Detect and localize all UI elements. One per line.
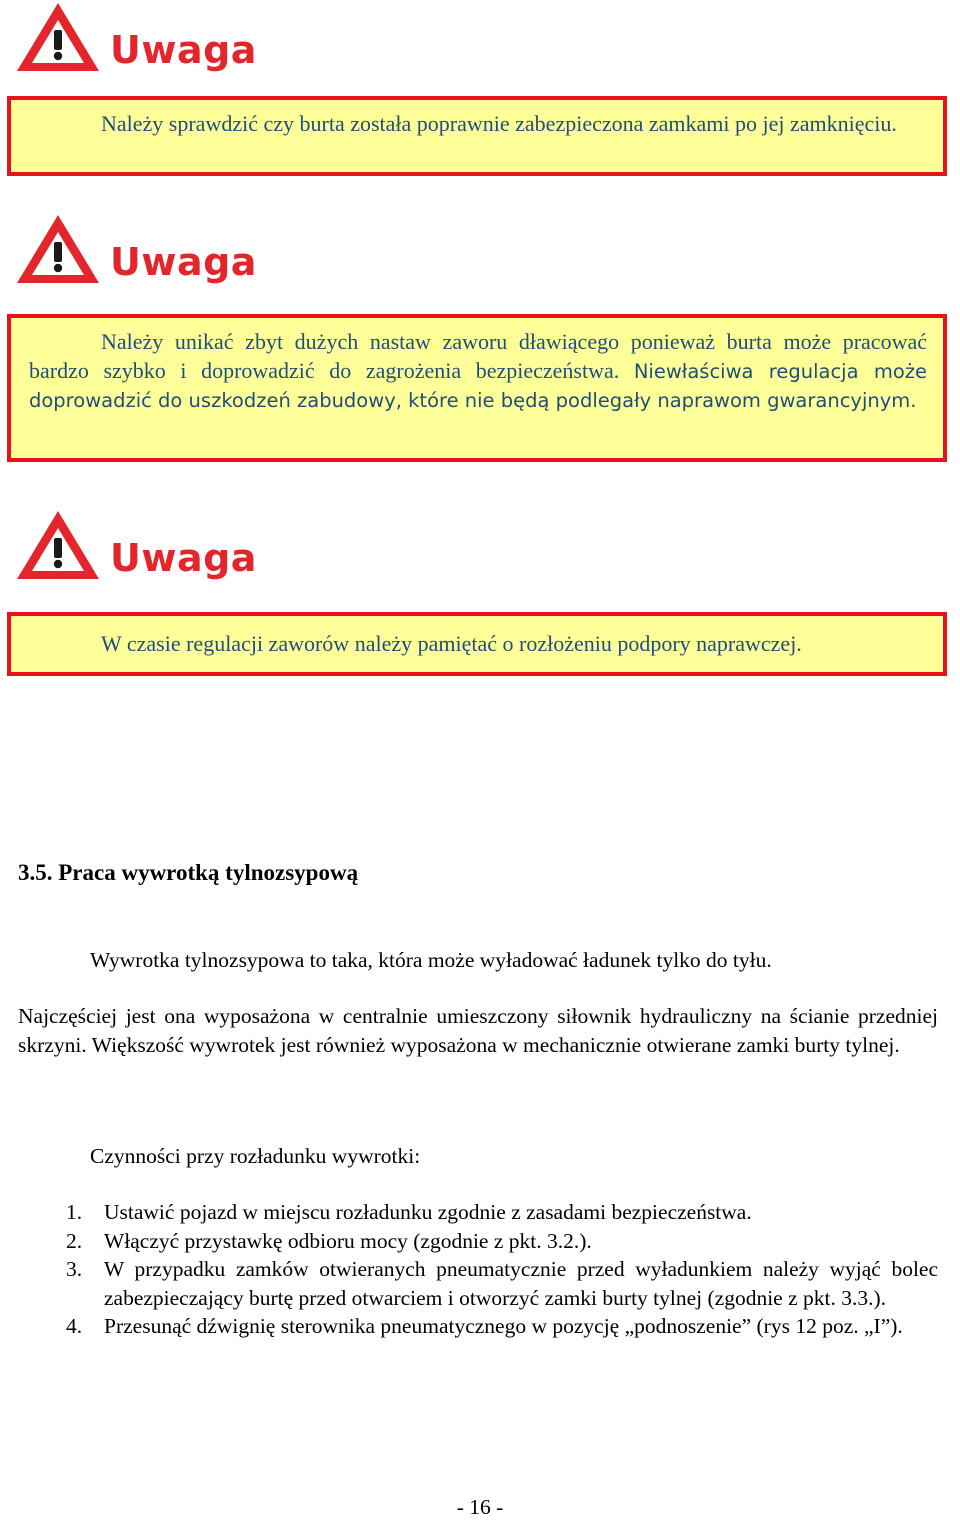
warning-label: Uwaga: [110, 28, 257, 72]
warning-note-text: Należy unikać zbyt dużych nastaw zaworu dławiącego ponieważ burta może pracować bardzo szybko i doprowadzić do zagrożenia bezpieczeństwa. Niewłaściwa regulacja może doprowadzić do uszkodzeń zabudowy, które nie będą podlegały naprawom gwarancyjnym.: [29, 329, 927, 412]
list-item: 3. W przypadku zamków otwieranych pneumatycznie przed wyładunkiem należy wyjąć bolec zabezpieczający burtę przed otwarciem i otworzyć zamki burty tylnej (zgodnie z pkt. 3.3.).: [66, 1257, 938, 1310]
warning-header: [14, 212, 257, 292]
warning-note-text: Należy sprawdzić czy burta została poprawnie zabezpieczona zamkami po jej zamknięciu.: [101, 111, 897, 136]
warning-note-text: W czasie regulacji zaworów należy pamiętać o rozłożeniu podpory naprawczej.: [101, 631, 802, 656]
list-item: 4. Przesunąć dźwignię sterownika pneumatycznego w pozycję „podnoszenie” (rys 12 poz. „I”).: [66, 1314, 903, 1338]
section-intro: Wywrotka tylnozsypowa to taka, która może wyładować ładunek tylko do tyłu.: [90, 948, 772, 972]
section-paragraph: Najczęściej jest ona wyposażona w centralnie umieszczony siłownik hydrauliczny na ścianie przedniej skrzyni. Większość wywrotek jest również wyposażona w mechanicznie otwierane zamki burty tylnej.: [18, 1004, 938, 1057]
page-number: - 16 -: [456, 1495, 504, 1519]
warning-triangle-icon: [14, 508, 102, 582]
warning-note-box: [7, 612, 947, 676]
steps-heading: Czynności przy rozładunku wywrotki:: [90, 1144, 421, 1168]
steps-list: [66, 1198, 938, 1341]
warning-note-box: [7, 96, 947, 176]
warning-triangle-icon: [14, 0, 102, 74]
warning-header: [14, 0, 257, 80]
warning-note-box: [7, 314, 947, 462]
list-item: 1. Ustawić pojazd w miejscu rozładunku zgodnie z zasadami bezpieczeństwa.: [66, 1200, 752, 1224]
warning-label: Uwaga: [110, 536, 257, 580]
warning-triangle-icon: [14, 212, 102, 286]
section-heading: 3.5. Praca wywrotką tylnozsypową: [18, 860, 359, 885]
warning-label: Uwaga: [110, 240, 257, 284]
warning-header: [14, 508, 257, 588]
list-item: 2. Włączyć przystawkę odbioru mocy (zgodnie z pkt. 3.2.).: [66, 1228, 592, 1253]
